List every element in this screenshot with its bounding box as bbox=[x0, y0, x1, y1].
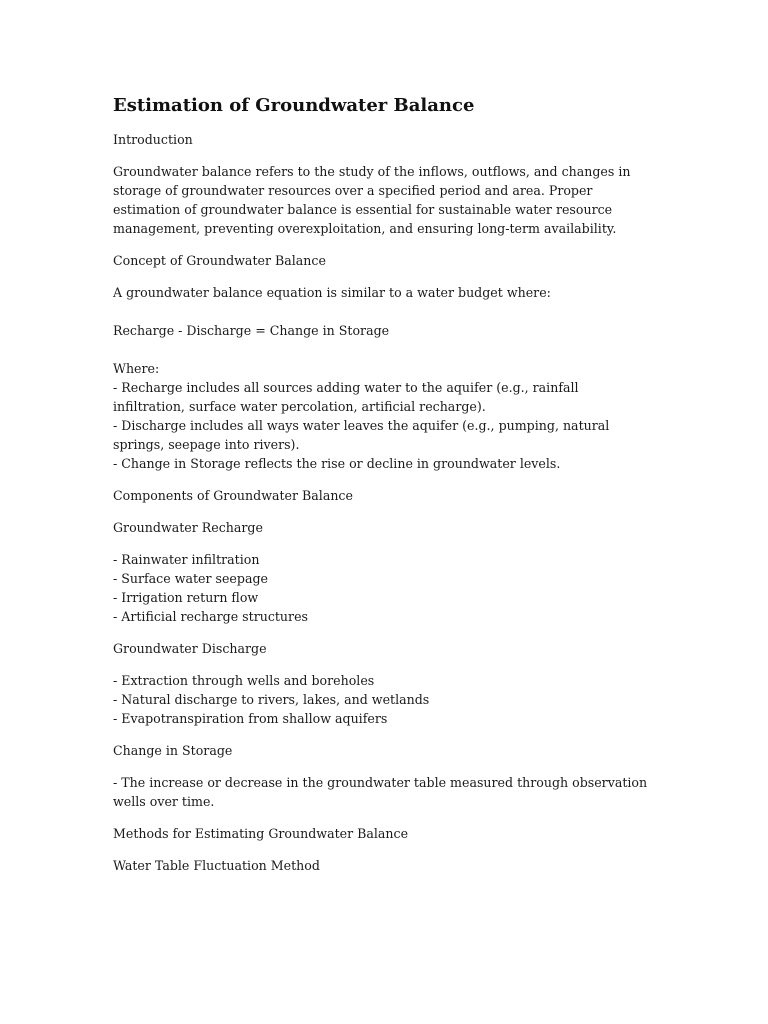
list-item: - Natural discharge to rivers, lakes, and wetlands bbox=[113, 692, 430, 707]
where-item: - Recharge includes all sources adding water to the aquifer (e.g., rainfall infiltration, surface water percolation, artificial recharge). bbox=[113, 380, 579, 414]
recharge-list bbox=[113, 550, 653, 626]
list-item: - Artificial recharge structures bbox=[113, 609, 308, 624]
intro-heading: Introduction bbox=[113, 132, 193, 147]
where-item: - Discharge includes all ways water leaves the aquifer (e.g., pumping, natural springs, seepage into rivers). bbox=[113, 418, 610, 452]
list-item: - Evapotranspiration from shallow aquifers bbox=[113, 711, 388, 726]
list-item: - Extraction through wells and boreholes bbox=[113, 673, 375, 688]
list-item: - Surface water seepage bbox=[113, 571, 268, 586]
intro-paragraph: Groundwater balance refers to the study of the inflows, outflows, and changes in storage of groundwater resources over a specified period and area. Proper estimation of groundwater balance is essential for sustainable water resource management, preventing overexploitation, and ensuring long-term availability. bbox=[113, 164, 631, 236]
document-title: Estimation of Groundwater Balance bbox=[113, 95, 475, 116]
list-item: - Irrigation return flow bbox=[113, 590, 259, 605]
storage-heading: Change in Storage bbox=[113, 743, 233, 758]
discharge-heading: Groundwater Discharge bbox=[113, 641, 267, 656]
discharge-list bbox=[113, 671, 653, 728]
balance-equation: Recharge - Discharge = Change in Storage bbox=[113, 323, 390, 338]
list-item: - Rainwater infiltration bbox=[113, 552, 260, 567]
where-list bbox=[113, 359, 653, 473]
concept-paragraph: A groundwater balance equation is similar to a water budget where: bbox=[113, 285, 551, 300]
wtf-heading: Water Table Fluctuation Method bbox=[113, 858, 320, 873]
where-label: Where: bbox=[113, 361, 160, 376]
components-heading: Components of Groundwater Balance bbox=[113, 488, 353, 503]
where-item: - Change in Storage reflects the rise or decline in groundwater levels. bbox=[113, 456, 561, 471]
document-page bbox=[113, 93, 653, 888]
methods-heading: Methods for Estimating Groundwater Balance bbox=[113, 826, 409, 841]
recharge-heading: Groundwater Recharge bbox=[113, 520, 263, 535]
storage-paragraph: - The increase or decrease in the groundwater table measured through observation wells over time. bbox=[113, 775, 648, 809]
concept-heading: Concept of Groundwater Balance bbox=[113, 253, 326, 268]
